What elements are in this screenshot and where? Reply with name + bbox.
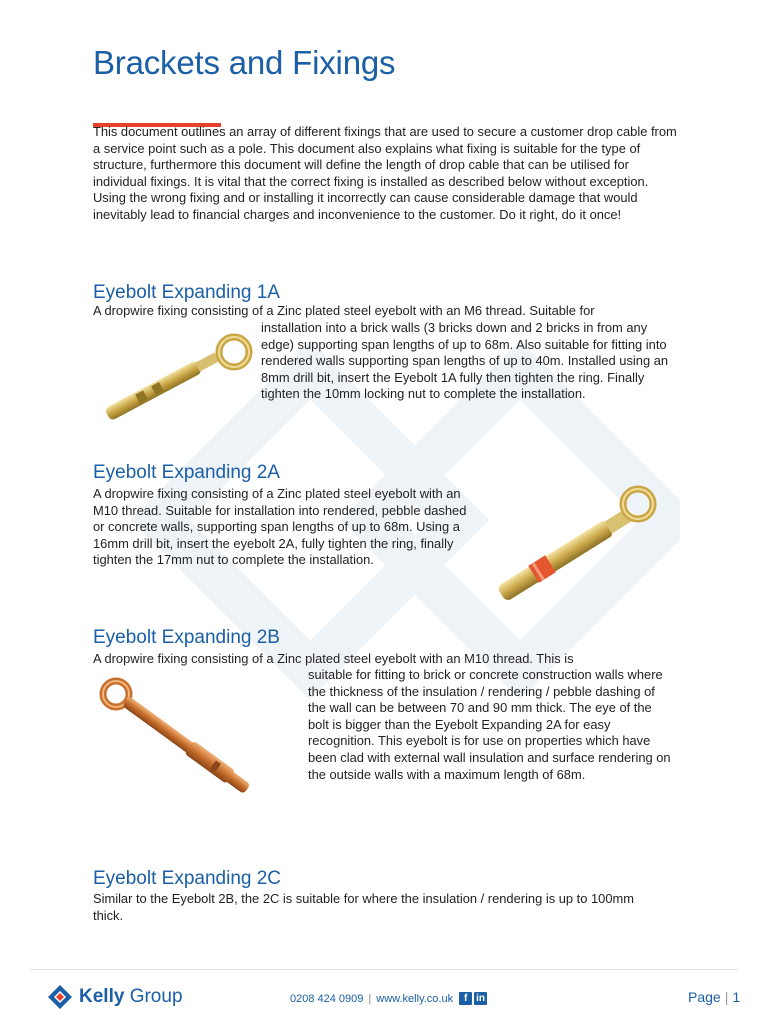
section-heading-2a: Eyebolt Expanding 2A	[93, 462, 280, 483]
footer-phone[interactable]: 0208 424 0909	[290, 992, 364, 1005]
eyebolt-2b-image	[96, 674, 282, 814]
page-number: Page | 1	[688, 989, 741, 1005]
page-number-value: 1	[732, 989, 741, 1005]
social-links	[459, 992, 487, 1005]
logo-brand-name: Kelly	[79, 986, 125, 1007]
eyebolt-2a-image	[488, 484, 668, 604]
section-2b-body: suitable for fitting to brick or concrete construction walls where the thickness of the insulation / rendering / pebble dashing of the wall can be between 70 and 90 mm thick. The eye of the bolt is bigger than the Eyebolt Expanding 2A for easy recognition. This eyebolt is for use on properties which have been clad with external wall insulation and surface rendering on the outside walls with a maximum length of 68m.	[308, 667, 671, 782]
section-1a-body: installation into a brick walls (3 bricks down and 2 bricks in from any edge) supporting span lengths of up to 68m. Also suitable for fitting into rendered walls supporting span lengths of up to 40m. Installed using an 8mm drill bit, insert the Eyebolt 1A fully then tighten the ring. Finally tighten the 10mm locking nut to complete the installation.	[261, 320, 669, 402]
footer-contact	[290, 992, 487, 1005]
section-2a-body: A dropwire fixing consisting of a Zinc plated steel eyebolt with an M10 thread. Suitable for installation into rendered, pebble dashed or concrete walls, supporting span lengths of up to 68m. Using a 16mm drill bit, insert the eyebolt 2A, fully tighten the ring, finally tighten the 17mm nut to complete the installation.	[93, 486, 467, 568]
logo-wordmark	[79, 986, 183, 1008]
section-heading-2b: Eyebolt Expanding 2B	[93, 627, 280, 648]
intro-paragraph: This document outlines an array of different fixings that are used to secure a customer drop cable from a service point such as a pole. This document also explains what fixing is suitable for the type of structure, furthermore this document will define the length of drop cable that can be utilised for individual fixings. It is vital that the correct fixing is installed as described below without exception. Using the wrong fixing and or installing it incorrectly can cause considerable damage that would inevitably lead to financial charges and inconvenience to the customer. Do it right, do it once!	[93, 124, 677, 222]
section-2c-body: Similar to the Eyebolt 2B, the 2C is suitable for where the insulation / rendering is up to 100mm thick.	[93, 891, 634, 923]
eyebolt-1a-image	[94, 330, 260, 422]
footer-separator: |	[368, 992, 372, 1005]
facebook-icon[interactable]: f	[459, 992, 472, 1005]
footer-website-link[interactable]: www.kelly.co.uk	[376, 992, 454, 1005]
section-heading-2c: Eyebolt Expanding 2C	[93, 868, 282, 889]
linkedin-icon[interactable]: in	[474, 992, 487, 1005]
kelly-group-logo[interactable]	[47, 984, 183, 1010]
section-1a-line1: A dropwire fixing consisting of a Zinc plated steel eyebolt with an M6 thread. Suitable for	[93, 303, 595, 318]
kelly-logo-icon	[47, 984, 73, 1010]
section-2b-line1: A dropwire fixing consisting of a Zinc plated steel eyebolt with an M10 thread. This is	[93, 651, 574, 666]
page-title: Brackets and Fixings	[93, 44, 396, 81]
page-label: Page	[688, 989, 721, 1005]
logo-brand-suffix: Group	[129, 986, 183, 1007]
section-heading-1a: Eyebolt Expanding 1A	[93, 282, 280, 303]
footer-divider	[30, 969, 738, 970]
